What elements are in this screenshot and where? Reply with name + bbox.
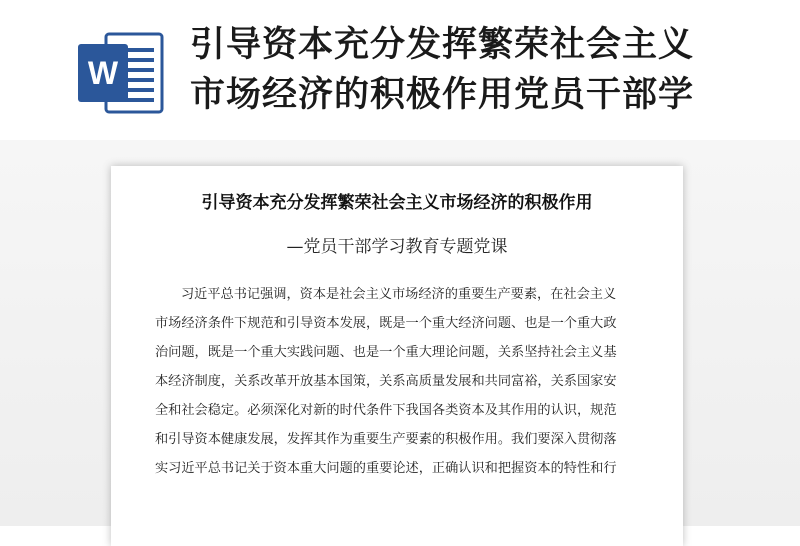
banner-title-line-1: 引导资本充分发挥繁荣社会主义 <box>190 25 695 65</box>
banner-header <box>0 0 800 140</box>
body-line: 习近平总书记强调，资本是社会主义市场经济的重要生产要素，在社会主义 <box>181 287 617 302</box>
body-line: 和引导资本健康发展，发挥其作为重要生产要素的积极作用。我们要深入贯彻落 <box>155 432 617 447</box>
document-title: 引导资本充分发挥繁荣社会主义市场经济的积极作用 <box>201 193 593 213</box>
body-line: 全和社会稳定。必须深化对新的时代条件下我国各类资本及其作用的认识，规范 <box>155 403 617 418</box>
document-page <box>111 166 683 546</box>
body-line: 实习近平总书记关于资本重大问题的重要论述，正确认识和把握资本的特性和行 <box>155 461 617 476</box>
body-line: 市场经济条件下规范和引导资本发展，既是一个重大经济问题、也是一个重大政 <box>155 316 617 331</box>
banner-title-line-2: 市场经济的积极作用党员干部学 <box>190 75 695 115</box>
banner-title <box>190 20 790 120</box>
document-subtitle: —党员干部学习教育专题党课 <box>286 237 508 257</box>
word-document-icon <box>76 30 166 116</box>
body-line: 治问题，既是一个重大实践问题、也是一个重大理论问题，关系坚持社会主义基 <box>155 345 617 360</box>
word-icon-letter: W <box>87 55 119 91</box>
body-line: 本经济制度，关系改革开放基本国策，关系高质量发展和共同富裕，关系国家安 <box>155 374 617 389</box>
document-body <box>155 280 645 483</box>
